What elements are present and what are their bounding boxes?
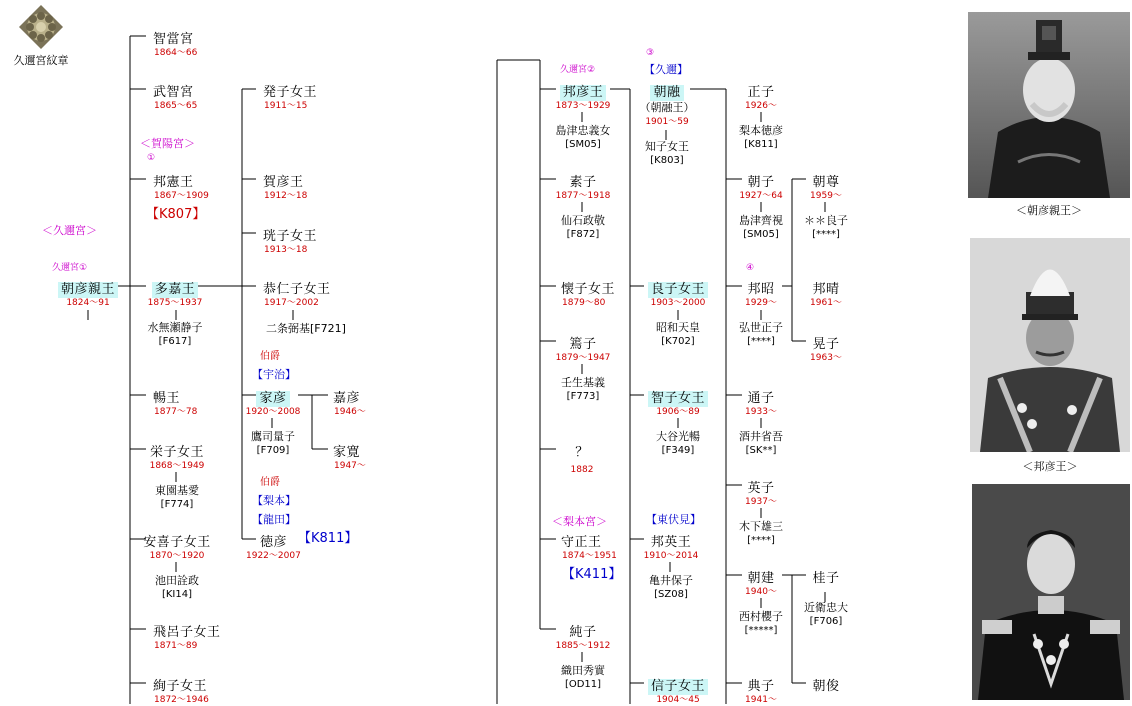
person-name: 典子: [747, 679, 775, 694]
person-name: 智當宮: [153, 32, 194, 47]
asahiko-dates: 1824～91: [66, 298, 110, 308]
person-dates: 1937～: [745, 497, 777, 507]
person-node[interactable]: [546, 333, 620, 403]
person-name: 徳彦: [260, 535, 288, 550]
person-name: 懐子女王: [561, 282, 616, 297]
person-node[interactable]: [724, 171, 798, 241]
asahiko-name: 朝彦親王: [58, 282, 118, 298]
person-node[interactable]: [796, 675, 856, 695]
spouse-name: 大谷光暢: [656, 430, 700, 443]
spouse-name: 昭和天皇: [656, 321, 700, 334]
person-name: 信子女王: [648, 679, 708, 695]
k807-label: 【K807】: [146, 207, 206, 222]
person-dates: 1913～18: [264, 245, 308, 255]
person-name: 飛呂子女王: [153, 625, 221, 640]
person-node[interactable]: [546, 621, 620, 691]
kuni-house-label: ＜久邇宮＞: [42, 224, 97, 237]
person-name: 邦昭: [747, 282, 775, 297]
person-node[interactable]: [636, 81, 698, 167]
person-node[interactable]: [724, 387, 798, 457]
person-node[interactable]: [150, 387, 197, 418]
spouse-code: [F617]: [158, 336, 192, 347]
person-alt-name: （朝融王）: [639, 101, 695, 114]
num-3-label: ③: [646, 48, 655, 58]
spouse-code: [KI14]: [161, 589, 193, 600]
spouse-code: [K811]: [744, 139, 778, 150]
crest-block: [6, 4, 76, 68]
spouse-code: [SM05]: [565, 139, 601, 150]
spouse-name: 酒井省吾: [739, 430, 783, 443]
person-name: 邦憲王: [153, 175, 194, 190]
person-dates: 1868～1949: [149, 461, 205, 471]
person-name: 賀彦王: [263, 175, 304, 190]
person-name: 篶子: [569, 337, 597, 352]
person-node[interactable]: [560, 441, 604, 476]
spouse-name: ＊＊良子: [804, 214, 848, 227]
nashimoto-house-label: ＜梨本宮＞: [552, 515, 607, 528]
person-dates: 1871～89: [154, 641, 198, 651]
person-name: 純子: [569, 625, 597, 640]
person-node[interactable]: [140, 531, 214, 601]
person-name: 嘉彦: [333, 391, 361, 406]
person-node[interactable]: [558, 278, 618, 309]
person-name: 智子女王: [648, 391, 708, 407]
spouse-code: [****]: [747, 336, 775, 347]
num-4-label: ④: [746, 263, 755, 273]
person-node[interactable]: [640, 675, 716, 706]
kuni-1-label: 久邇宮①: [52, 263, 88, 273]
person-dates: 1917～2002: [264, 298, 319, 308]
spouse-code: [*****]: [744, 625, 778, 636]
person-node[interactable]: [260, 171, 307, 202]
portrait-asahiko-icon: [968, 12, 1130, 198]
person-name: 栄子女王: [149, 445, 204, 460]
person-node[interactable]: [640, 278, 716, 348]
person-dates: 1875～1937: [147, 298, 203, 308]
person-name: 朝子: [747, 175, 775, 190]
person-dates: 1963～: [810, 353, 842, 363]
spouse-name: 亀井保子: [649, 574, 693, 587]
person-dates: 1877～78: [154, 407, 198, 417]
k811-label: 【K811】: [298, 531, 358, 546]
nashimoto-label: 【梨本】: [252, 494, 296, 507]
person-name: 暢王: [153, 391, 181, 406]
portrait-kuniyoshi-icon: [970, 238, 1130, 452]
chrysanthemum-crest-icon: [18, 4, 64, 50]
person-node[interactable]: [150, 171, 209, 202]
spouse-name: 東園基愛: [155, 484, 199, 497]
person-name: 良子女王: [648, 282, 708, 298]
kuni-branch-label: 【久邇】: [644, 63, 688, 76]
spouse-code: [SM05]: [743, 229, 779, 240]
spouse-name: 水無瀬静子: [147, 321, 203, 334]
person-dates: 1870～1920: [149, 551, 205, 561]
hakushaku-label: 伯爵: [260, 351, 280, 362]
crest-caption: 久邇宮紋章: [13, 54, 69, 67]
person-node[interactable]: [558, 531, 617, 562]
person-name: 英子: [747, 481, 775, 496]
spouse-name: 近衛忠大: [804, 601, 848, 614]
person-dates: 1879～80: [562, 298, 606, 308]
spouse-name: 仙石政敬: [561, 214, 605, 227]
person-name: 家彦: [256, 391, 289, 407]
person-name: 正子: [747, 85, 775, 100]
spouse-code: [SZ08]: [654, 589, 688, 600]
person-name: 朝尊: [812, 175, 840, 190]
portrait-young-prince-icon: [972, 484, 1130, 700]
person-dates: 1927～64: [739, 191, 783, 201]
person-name: 朝融: [650, 85, 683, 101]
spouse-code: [F872]: [566, 229, 600, 240]
person-node[interactable]: [796, 567, 856, 628]
kuni-2-label: 久邇宮②: [560, 65, 596, 75]
person-node[interactable]: [546, 81, 620, 151]
kaya-num-label: ①: [147, 153, 156, 163]
person-name: 安喜子女王: [143, 535, 211, 550]
person-dates: 1910～2014: [643, 551, 699, 561]
spouse-code: [SK**]: [745, 445, 777, 456]
person-dates: 1929～: [745, 298, 777, 308]
person-node[interactable]: [330, 441, 366, 472]
person-node[interactable]: [724, 567, 798, 637]
person-node[interactable]: [150, 675, 210, 706]
spouse-code: [F774]: [160, 499, 194, 510]
person-node[interactable]: [796, 278, 856, 309]
spouse-code: [****]: [747, 535, 775, 546]
spouse-code: [K702]: [661, 336, 695, 347]
person-dates: 1926～: [745, 101, 777, 111]
person-dates: 1874～1951: [562, 551, 617, 561]
person-node[interactable]: [260, 81, 320, 112]
person-dates: 1867～1909: [154, 191, 209, 201]
portrait-caption: ＜邦彦王＞: [1022, 460, 1078, 473]
person-node[interactable]: [796, 171, 856, 241]
person-dates: 1872～1946: [154, 695, 209, 705]
portrait-caption: ＜朝彦親王＞: [1016, 204, 1082, 217]
k411-label: 【K411】: [562, 567, 622, 582]
person-node[interactable]: [242, 387, 304, 457]
spouse-code: [F773]: [566, 391, 600, 402]
person-name: 守正王: [561, 535, 602, 550]
spouse-name: 弘世正子: [739, 321, 783, 334]
spouse-name: 知子女王: [645, 140, 689, 153]
person-name: 多嘉王: [152, 282, 199, 298]
person-node[interactable]: [140, 441, 214, 511]
person-name: 家寛: [333, 445, 361, 460]
person-name: 邦彦王: [560, 85, 607, 101]
person-node[interactable]: [724, 477, 798, 547]
spouse-name: 織田秀實: [561, 664, 605, 677]
spouse-name: 木下雄三: [739, 520, 783, 533]
spouse-name: 島津忠義女: [555, 124, 611, 137]
person-dates: 1885～1912: [555, 641, 611, 651]
person-name: 武智宮: [153, 85, 194, 100]
person-dates: 1922～2007: [246, 551, 301, 561]
spouse-code: [F709]: [256, 445, 290, 456]
spouse-code: [F706]: [809, 616, 843, 627]
person-name: 桂子: [812, 571, 840, 586]
person-dates: 1933～: [745, 407, 777, 417]
person-name: 絢子女王: [153, 679, 208, 694]
higashifushimi-label: 【東伏見】: [646, 513, 701, 526]
person-dates: 1877～1918: [555, 191, 611, 201]
spouse-name: 池田詮政: [155, 574, 199, 587]
person-dates: 1864～66: [154, 48, 198, 58]
hakushaku-label: 伯爵: [260, 477, 280, 488]
person-name: 邦英王: [650, 535, 692, 550]
person-node[interactable]: [330, 387, 366, 418]
person-dates: 1865～65: [154, 101, 198, 111]
person-name: 珖子女王: [263, 229, 318, 244]
person-node[interactable]: [246, 531, 301, 562]
person-node[interactable]: [796, 333, 856, 364]
person-node[interactable]: [546, 171, 620, 241]
person-node[interactable]: [724, 278, 798, 348]
person-node[interactable]: [724, 675, 798, 706]
person-name: 恭仁子女王: [263, 282, 331, 297]
person-node[interactable]: [640, 387, 716, 457]
person-node[interactable]: [150, 81, 197, 112]
person-name: 邦晴: [812, 282, 840, 297]
spouse-name: 梨本徳彦: [739, 124, 783, 137]
spouse-code: [F349]: [661, 445, 695, 456]
uji-label: 【宇治】: [252, 368, 296, 381]
spouse-name: 鷹司量子: [251, 430, 295, 443]
person-name: 通子: [747, 391, 775, 406]
asahiko-node[interactable]: [50, 278, 126, 309]
person-dates: 1882: [570, 465, 594, 475]
person-name: 晃子: [812, 337, 840, 352]
person-node[interactable]: [150, 621, 224, 652]
kaya-house-label: ＜賀陽宮＞: [140, 137, 195, 150]
spouse-name: 島津齊視: [739, 214, 783, 227]
person-name: ？: [575, 445, 589, 460]
person-dates: 1906～89: [656, 407, 700, 417]
person-node[interactable]: [724, 81, 798, 151]
person-dates: 1961～: [810, 298, 842, 308]
person-dates: 1904～45: [656, 695, 700, 705]
person-name: 朝俊: [812, 679, 840, 694]
spouse-code: [OD11]: [564, 679, 602, 690]
person-dates: 1873～1929: [555, 101, 611, 111]
person-dates: 1879～1947: [555, 353, 611, 363]
person-dates: 1911～15: [264, 101, 308, 111]
person-node[interactable]: [260, 225, 320, 256]
person-dates: 1941～: [745, 695, 777, 705]
spouse-code: [K803]: [650, 155, 684, 166]
person-dates: 1959～: [810, 191, 842, 201]
person-node[interactable]: [636, 531, 706, 601]
person-dates: 1901～59: [645, 117, 689, 127]
person-dates: 1947～: [334, 461, 366, 471]
person-name: 素子: [569, 175, 597, 190]
asahiko-spouses: [44, 324, 140, 331]
person-node[interactable]: [134, 278, 216, 348]
person-dates: 1920～2008: [245, 407, 301, 417]
person-dates: 1946～: [334, 407, 366, 417]
person-name: 発子女王: [263, 85, 318, 100]
spouse-code: [****]: [812, 229, 840, 240]
person-node[interactable]: [150, 28, 197, 59]
tatsuta-label: 【龍田】: [252, 513, 296, 526]
spouse-name: 壬生基義: [561, 376, 605, 389]
person-dates: 1912～18: [264, 191, 308, 201]
person-name: 朝建: [747, 571, 775, 586]
person-dates: 1940～: [745, 587, 777, 597]
spouse-name: 西村櫻子: [739, 610, 783, 623]
person-dates: 1903～2000: [650, 298, 706, 308]
person-node[interactable]: [260, 278, 334, 309]
spouse-name: 二条弼基[F721]: [266, 322, 346, 335]
